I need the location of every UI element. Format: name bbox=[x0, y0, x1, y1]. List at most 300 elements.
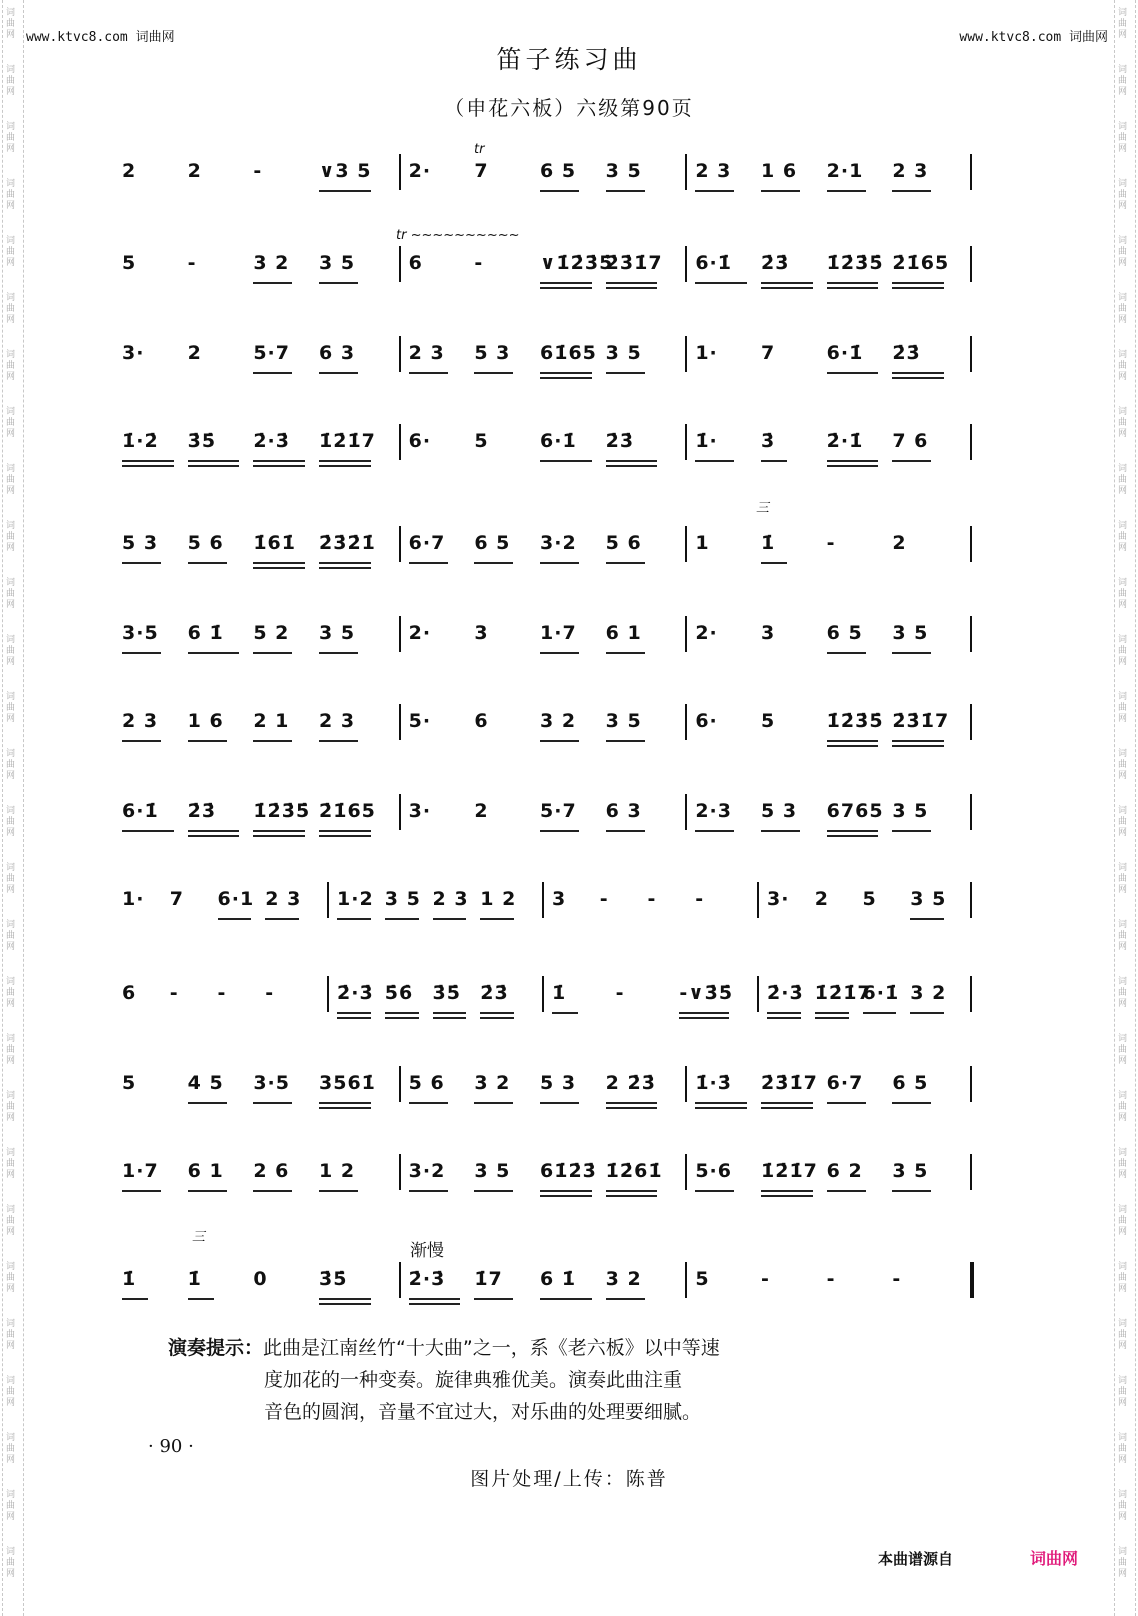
bar-line bbox=[970, 976, 972, 1012]
underline bbox=[892, 282, 944, 284]
trill-mark: tr ~~~~~~~~~~ bbox=[396, 228, 520, 243]
note-group: 6·1̇ bbox=[826, 342, 864, 364]
note-group: 2 3 bbox=[265, 888, 302, 910]
double-underline bbox=[606, 1107, 658, 1109]
side-watermark: 词 曲 网 bbox=[1118, 578, 1128, 610]
note-group: 6 2 bbox=[826, 1160, 863, 1182]
bar-line bbox=[399, 1262, 401, 1298]
underline bbox=[606, 190, 645, 192]
note-group: 2 2̇3̇ bbox=[605, 1072, 656, 1094]
note-group: 1̇ bbox=[552, 982, 567, 1004]
note-group: 5 bbox=[695, 1268, 710, 1290]
underline bbox=[892, 1190, 931, 1192]
underline bbox=[319, 740, 358, 742]
underline bbox=[892, 460, 931, 462]
underline bbox=[892, 190, 931, 192]
double-underline bbox=[606, 1195, 658, 1197]
double-underline bbox=[679, 1017, 729, 1019]
note-group: 3· bbox=[767, 888, 790, 910]
note-group: 7 bbox=[474, 160, 489, 182]
underline bbox=[188, 1298, 214, 1300]
note-group: 1·7 bbox=[122, 1160, 159, 1182]
side-watermark: 词 曲 网 bbox=[1118, 122, 1128, 154]
underline bbox=[827, 740, 879, 742]
double-underline bbox=[480, 1017, 514, 1019]
note-group: 6·1̇ bbox=[695, 252, 732, 274]
note-group: 1· bbox=[695, 342, 718, 364]
underline bbox=[761, 190, 800, 192]
note-group: - bbox=[474, 252, 484, 274]
note-group: 2· bbox=[408, 160, 432, 182]
note-group: 2 3 bbox=[319, 710, 356, 732]
note-group: 6 1̇ bbox=[540, 1268, 577, 1290]
note-group: 2̇1̇65 bbox=[892, 252, 950, 274]
underline bbox=[540, 460, 592, 462]
underline bbox=[695, 1190, 734, 1192]
note-group: 2̇3̇2̇1̇ bbox=[319, 532, 376, 554]
header-url-right: www.ktvc8.com 词曲网 bbox=[959, 30, 1108, 45]
underline bbox=[409, 1298, 461, 1300]
double-underline bbox=[827, 745, 879, 747]
note-group: 1̇2̇3̇5̇ bbox=[826, 710, 884, 732]
note-group: 5 bbox=[474, 430, 489, 452]
note-group: 1̇ bbox=[761, 532, 776, 554]
underline bbox=[540, 282, 592, 284]
underline bbox=[540, 740, 579, 742]
underline bbox=[122, 740, 161, 742]
note-group: 6· bbox=[695, 710, 718, 732]
underline bbox=[695, 282, 747, 284]
double-underline bbox=[892, 287, 944, 289]
note-group: 1̇ bbox=[187, 1268, 202, 1290]
underline bbox=[827, 830, 879, 832]
underline bbox=[540, 1102, 579, 1104]
side-watermark: 词 曲 网 bbox=[6, 122, 16, 154]
bar-line bbox=[399, 616, 401, 652]
bar-line bbox=[685, 246, 687, 282]
underline bbox=[122, 460, 174, 462]
note-group: -∨3̇5̇ bbox=[679, 982, 734, 1004]
note-group: 2 bbox=[187, 160, 202, 182]
note-group: 1̇61̇ bbox=[253, 532, 296, 554]
side-watermark: 词 曲 网 bbox=[1118, 521, 1128, 553]
underline bbox=[319, 652, 358, 654]
bar-line bbox=[970, 1154, 972, 1190]
note-group: 6 5 bbox=[826, 622, 863, 644]
score-line bbox=[118, 252, 1008, 282]
note-group: 3· bbox=[122, 342, 145, 364]
note-group: 5·7 bbox=[253, 342, 290, 364]
underline bbox=[679, 1012, 729, 1014]
side-watermark: 词 曲 网 bbox=[1118, 1034, 1128, 1066]
score-line bbox=[118, 710, 1008, 740]
note-label: 演奏提示： bbox=[168, 1337, 264, 1359]
source-brand: 词曲网 bbox=[1030, 1549, 1079, 1568]
note-group: 1̇·2̇ bbox=[122, 430, 159, 452]
note-group: 3̇5̇ bbox=[319, 1268, 348, 1290]
underline bbox=[319, 372, 358, 374]
double-underline bbox=[385, 1017, 419, 1019]
note-group: 6·7 bbox=[408, 532, 446, 554]
bar-line bbox=[970, 424, 972, 460]
underline bbox=[827, 190, 866, 192]
side-watermark: 词 曲 网 bbox=[6, 806, 16, 838]
note-group: 5·7 bbox=[540, 800, 577, 822]
note-group: 5 6 bbox=[408, 1072, 445, 1094]
bar-line bbox=[970, 704, 972, 740]
underline bbox=[827, 652, 866, 654]
note-group: 3̇5̇ bbox=[187, 430, 217, 452]
note-group: 5̇6̇ bbox=[384, 982, 414, 1004]
underline bbox=[480, 918, 514, 920]
note-line-2: 度加花的一种变奏。旋律典雅优美。演奏此曲注重 bbox=[264, 1369, 683, 1391]
note-group: - bbox=[695, 888, 705, 910]
note-group: 2 bbox=[122, 160, 137, 182]
note-group: 6 1 bbox=[187, 1160, 224, 1182]
bar-line bbox=[685, 616, 687, 652]
side-watermark: 词 曲 网 bbox=[1118, 863, 1128, 895]
underline bbox=[606, 372, 645, 374]
side-watermark: 词 曲 网 bbox=[1118, 920, 1128, 952]
underline bbox=[552, 1012, 578, 1014]
note-group: 2̇3̇1̇7 bbox=[761, 1072, 818, 1094]
underline bbox=[892, 652, 931, 654]
underline bbox=[815, 1012, 849, 1014]
note-group: 1̇2̇1̇7 bbox=[814, 982, 872, 1004]
underline bbox=[910, 1012, 944, 1014]
note-group: 1̇2̇1̇7 bbox=[761, 1160, 818, 1182]
note-group: 61̇65 bbox=[540, 342, 597, 364]
note-group: 2̇3̇ bbox=[605, 430, 635, 452]
note-group: 6765 bbox=[826, 800, 884, 822]
note-group: 2 3 bbox=[892, 160, 929, 182]
underline bbox=[827, 372, 879, 374]
underline bbox=[827, 1190, 866, 1192]
note-group: 2 1 bbox=[253, 710, 290, 732]
side-watermark: 词 曲 网 bbox=[1118, 65, 1128, 97]
underline bbox=[606, 562, 645, 564]
underline bbox=[606, 1298, 645, 1300]
underline bbox=[385, 1012, 419, 1014]
side-watermark: 词 曲 网 bbox=[1118, 1490, 1128, 1522]
underline bbox=[253, 740, 292, 742]
underline bbox=[319, 1102, 371, 1104]
note-group: - bbox=[187, 252, 197, 274]
note-group: 6 bbox=[122, 982, 137, 1004]
side-watermark: 词 曲 网 bbox=[6, 1319, 16, 1351]
side-watermark: 词 曲 网 bbox=[6, 1091, 16, 1123]
note-group: 5 6 bbox=[605, 532, 642, 554]
double-underline bbox=[606, 465, 658, 467]
note-line-1: 此曲是江南丝竹“十大曲”之一，系《老六板》以中等速 bbox=[263, 1337, 720, 1359]
note-group: 2 6 bbox=[253, 1160, 290, 1182]
double-underline bbox=[319, 835, 371, 837]
score-subtitle: （申花六板）六级第90页 bbox=[444, 96, 694, 120]
underline bbox=[892, 1102, 931, 1104]
note-group: 6·1 bbox=[217, 888, 255, 910]
double-underline bbox=[540, 287, 592, 289]
underline bbox=[409, 1102, 448, 1104]
note-group: 5 3 bbox=[761, 800, 798, 822]
note-group: - bbox=[599, 888, 609, 910]
side-watermark: 词 曲 网 bbox=[6, 350, 16, 382]
note-group: 7 bbox=[169, 888, 184, 910]
underline bbox=[122, 1190, 161, 1192]
underline bbox=[188, 1102, 227, 1104]
note-group: 3·5 bbox=[253, 1072, 290, 1094]
underline bbox=[540, 1298, 592, 1300]
underline bbox=[319, 1298, 371, 1300]
underline bbox=[433, 918, 467, 920]
underline bbox=[863, 1012, 897, 1014]
side-watermark: 词 曲 网 bbox=[6, 1148, 16, 1180]
underline bbox=[409, 562, 448, 564]
note-group: ∨1̇2̇3̇5̇ bbox=[540, 252, 614, 274]
note-group: 3 2 bbox=[474, 1072, 511, 1094]
underline bbox=[253, 652, 292, 654]
note-group: 1 6 bbox=[761, 160, 798, 182]
underline bbox=[188, 652, 240, 654]
side-watermark: 词 曲 网 bbox=[1118, 1319, 1128, 1351]
side-watermark: 词 曲 网 bbox=[6, 464, 16, 496]
side-watermark: 词 曲 网 bbox=[1118, 1091, 1128, 1123]
side-watermark: 词 曲 网 bbox=[1118, 692, 1128, 724]
score-line bbox=[118, 1160, 1008, 1190]
note-group: 3·2 bbox=[540, 532, 577, 554]
underline bbox=[265, 918, 299, 920]
note-group: 5 3 bbox=[474, 342, 511, 364]
double-underline bbox=[319, 567, 371, 569]
side-watermark: 词 曲 网 bbox=[6, 1205, 16, 1237]
bar-line bbox=[685, 154, 687, 190]
side-watermark: 词 曲 网 bbox=[6, 1034, 16, 1066]
side-watermark: 词 曲 网 bbox=[6, 1376, 16, 1408]
side-watermark: 词 曲 网 bbox=[6, 521, 16, 553]
note-group: 2̇1̇65 bbox=[319, 800, 376, 822]
note-group: 5·6 bbox=[695, 1160, 732, 1182]
note-group: 0 bbox=[253, 1268, 268, 1290]
underline bbox=[606, 282, 658, 284]
underline bbox=[761, 562, 787, 564]
underline bbox=[540, 372, 592, 374]
side-watermark: 词 曲 网 bbox=[6, 920, 16, 952]
tremolo-mark: 三 bbox=[756, 501, 770, 516]
note-group: - bbox=[265, 982, 275, 1004]
note-group: 3̇5̇ bbox=[432, 982, 461, 1004]
double-underline bbox=[409, 1303, 461, 1305]
note-group: 2 bbox=[187, 342, 202, 364]
header-url-left: www.ktvc8.com 词曲网 bbox=[26, 30, 175, 45]
underline bbox=[253, 460, 305, 462]
note-group: 61̇2̇3̇ bbox=[540, 1160, 597, 1182]
note-group: 6·1̇ bbox=[122, 800, 159, 822]
side-watermark: 词 曲 网 bbox=[1118, 293, 1128, 325]
note-group: 1̇·3̇ bbox=[695, 1072, 732, 1094]
underline bbox=[319, 190, 371, 192]
bar-line bbox=[757, 976, 759, 1012]
note-group: - bbox=[615, 982, 625, 1004]
note-group: 2̇3̇ bbox=[892, 342, 921, 364]
underline bbox=[319, 562, 371, 564]
note-group: 3 5 bbox=[384, 888, 421, 910]
bar-line bbox=[542, 882, 544, 918]
underline bbox=[433, 1012, 467, 1014]
double-underline bbox=[695, 1107, 747, 1109]
underline bbox=[385, 918, 419, 920]
underline bbox=[827, 460, 879, 462]
note-group: 6 5 bbox=[540, 160, 577, 182]
score-line bbox=[118, 532, 1008, 562]
note-group: 3̇ bbox=[761, 430, 776, 452]
note-group: 6 5 bbox=[892, 1072, 929, 1094]
double-underline bbox=[433, 1017, 467, 1019]
bar-line bbox=[399, 1154, 401, 1190]
double-underline bbox=[253, 567, 305, 569]
double-underline bbox=[827, 835, 879, 837]
bar-line bbox=[685, 794, 687, 830]
side-watermark: 词 曲 网 bbox=[6, 65, 16, 97]
underline bbox=[122, 1298, 148, 1300]
tempo-slower: 渐慢 bbox=[410, 1241, 444, 1261]
underline bbox=[606, 1190, 658, 1192]
note-group: 2̇3̇ bbox=[761, 252, 790, 274]
underline bbox=[253, 372, 292, 374]
underline bbox=[892, 740, 944, 742]
underline bbox=[761, 1190, 813, 1192]
bar-line bbox=[970, 794, 972, 830]
underline bbox=[540, 652, 579, 654]
note-group: 3 2 bbox=[253, 252, 290, 274]
double-underline bbox=[606, 287, 658, 289]
note-group: 5 3 bbox=[122, 532, 159, 554]
note-group: 3 5 bbox=[319, 252, 356, 274]
bar-line bbox=[970, 336, 972, 372]
note-group: 1̇7 bbox=[474, 1268, 503, 1290]
double-underline bbox=[253, 465, 305, 467]
note-group: 2̇·3̇ bbox=[253, 430, 290, 452]
double-underline bbox=[319, 1107, 371, 1109]
bar-line bbox=[399, 246, 401, 282]
bar-line bbox=[757, 882, 759, 918]
note-group: 3·2 bbox=[408, 1160, 446, 1182]
underline bbox=[474, 562, 513, 564]
note-group: 2 bbox=[814, 888, 829, 910]
note-group: 1̇2̇3̇5̇ bbox=[826, 252, 884, 274]
double-underline bbox=[892, 377, 944, 379]
underline bbox=[188, 460, 240, 462]
underline bbox=[606, 830, 645, 832]
bar-line bbox=[399, 526, 401, 562]
underline bbox=[474, 1190, 513, 1192]
note-group: - bbox=[217, 982, 227, 1004]
note-group: 6 bbox=[474, 710, 489, 732]
note-group: 2̇·3̇ bbox=[408, 1268, 446, 1290]
bar-line bbox=[399, 1066, 401, 1102]
note-group: 3 5 bbox=[892, 622, 929, 644]
score-line bbox=[118, 1072, 1008, 1102]
note-group: 3 2 bbox=[605, 1268, 642, 1290]
note-group: 2 3 bbox=[432, 888, 469, 910]
note-group: 3 5 bbox=[474, 1160, 511, 1182]
underline bbox=[606, 652, 645, 654]
note-group: 2 bbox=[474, 800, 489, 822]
side-watermark: 词 曲 网 bbox=[1118, 1205, 1128, 1237]
note-group: - bbox=[826, 532, 836, 554]
note-group: 2 3 bbox=[408, 342, 445, 364]
underline bbox=[474, 1102, 513, 1104]
double-underline bbox=[319, 465, 371, 467]
underline bbox=[337, 1012, 371, 1014]
note-group: 6·1̇ bbox=[540, 430, 577, 452]
side-watermark: 词 曲 网 bbox=[1118, 806, 1128, 838]
score-line bbox=[118, 1268, 1008, 1298]
final-bar bbox=[970, 1262, 974, 1298]
bar-line bbox=[542, 976, 544, 1012]
note-group: 6 3 bbox=[319, 342, 356, 364]
double-underline bbox=[122, 465, 174, 467]
bar-line bbox=[970, 882, 972, 918]
note-group: 3561̇ bbox=[319, 1072, 376, 1094]
note-group: - bbox=[826, 1268, 836, 1290]
underline bbox=[606, 740, 645, 742]
note-group: 7 bbox=[761, 342, 776, 364]
double-underline bbox=[761, 1195, 813, 1197]
score-line bbox=[118, 160, 1008, 190]
double-underline bbox=[188, 835, 240, 837]
side-watermark: 词 曲 网 bbox=[6, 293, 16, 325]
score-line bbox=[118, 342, 1008, 372]
side-watermark: 词 曲 网 bbox=[6, 236, 16, 268]
note-group: 2̇3̇1̇7 bbox=[605, 252, 663, 274]
page-number: · 90 · bbox=[148, 1436, 194, 1457]
side-watermark: 词 曲 网 bbox=[6, 977, 16, 1009]
note-group: ∨3 5 bbox=[319, 160, 372, 182]
note-group: 3·5 bbox=[122, 622, 159, 644]
note-group: - bbox=[169, 982, 179, 1004]
score-line bbox=[118, 888, 1008, 918]
note-group: 6·7 bbox=[826, 1072, 864, 1094]
underline bbox=[827, 1102, 866, 1104]
note-group: 5 6 bbox=[187, 532, 224, 554]
bar-line bbox=[970, 246, 972, 282]
side-watermark: 词 曲 网 bbox=[6, 179, 16, 211]
side-watermark: 词 曲 网 bbox=[6, 8, 16, 40]
note-group: 2 bbox=[892, 532, 907, 554]
double-underline bbox=[761, 287, 813, 289]
side-watermark: 词 曲 网 bbox=[1118, 8, 1128, 40]
note-group: 2̇·1̇ bbox=[826, 430, 864, 452]
underline bbox=[253, 830, 305, 832]
note-group: 6 1̇ bbox=[187, 622, 224, 644]
note-group: 3 bbox=[474, 622, 489, 644]
side-watermark: 词 曲 网 bbox=[1118, 350, 1128, 382]
side-watermark: 词 曲 网 bbox=[1118, 1433, 1128, 1465]
tremolo-mark: 三 bbox=[192, 1230, 206, 1245]
score-title: 笛子练习曲 bbox=[496, 45, 642, 74]
underline bbox=[474, 372, 513, 374]
note-group: 3 5 bbox=[605, 160, 642, 182]
note-group: 2̇3̇ bbox=[187, 800, 217, 822]
side-watermark: 词 曲 网 bbox=[1118, 977, 1128, 1009]
note-group: 3 5 bbox=[892, 800, 929, 822]
bar-line bbox=[327, 976, 329, 1012]
underline bbox=[695, 1102, 747, 1104]
double-underline bbox=[540, 1195, 592, 1197]
bar-line bbox=[399, 154, 401, 190]
note-group: 2·3 bbox=[695, 800, 732, 822]
note-group: 2· bbox=[408, 622, 432, 644]
side-watermark: 词 曲 网 bbox=[6, 1433, 16, 1465]
